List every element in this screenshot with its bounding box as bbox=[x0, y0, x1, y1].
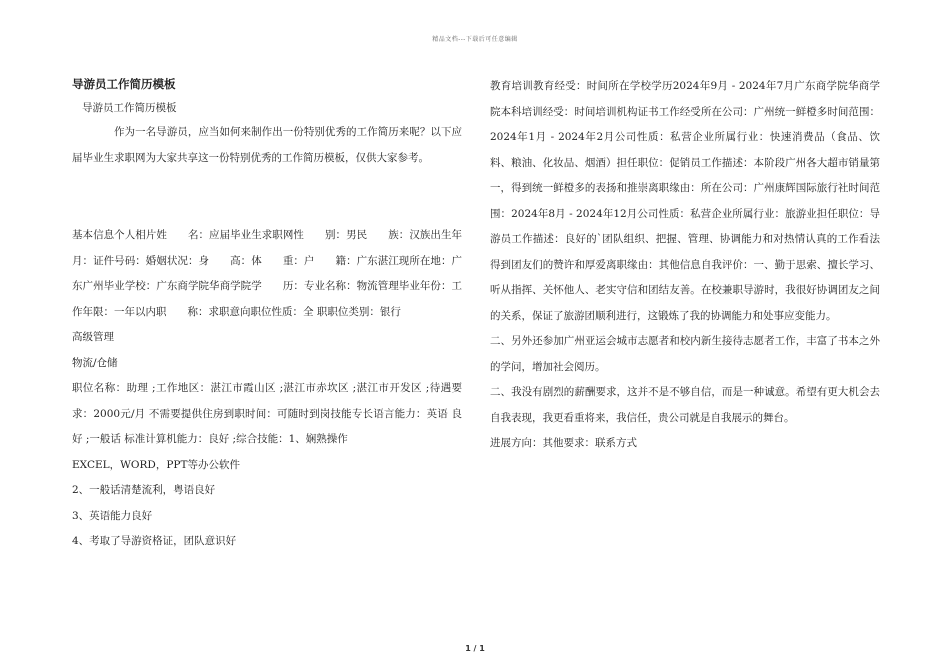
skill-mandarin: 2、一般话清楚流利，粤语良好 bbox=[72, 484, 216, 496]
skill-english: 3、英语能力良好 bbox=[72, 509, 153, 522]
job-category-logistics: 物流/仓储 bbox=[72, 356, 118, 369]
left-column bbox=[72, 74, 462, 555]
intro-paragraph: 作为一名导游员，应当如何来制作出一份特别优秀的工作简历来呢？以下应届毕业生求职网为大家共享这一份特别优秀的工作简历模板，仅供大家参考。 bbox=[72, 126, 462, 164]
skill-certificate: 4、考取了导游资格证，团队意识好 bbox=[72, 535, 237, 547]
page-header-note: 精品文档---下载后可任意编辑 bbox=[432, 36, 518, 43]
contact-line: 进展方向：其他要求：联系方式 bbox=[490, 437, 637, 449]
spacer bbox=[72, 171, 462, 223]
job-category-management: 高级管理 bbox=[72, 331, 114, 343]
education-work-paragraph: 教育培训教育经受：时间所在学校学历2024年9月 - 2024年7月广东商学院华商学院本科培训经受：时间培训机构证书工作经受所在公司：广州统一鲜橙多时间范围：2024年1月 - 2024年2月公司性质：私营企业所属行业：快速消费品（食品、饮料、粮油、化妆品、烟酒）担任职位：促销员工作描述：本阶段广州各大超市销量第一，得到统一鲜橙多的表扬和推崇离职缘由：所在公司：广州康辉国际旅行社时间范围：2024年8月 - 2024年12月公司性质：私营企业所属行业：旅游业担任职位：导游员工作描述：良好的`团队组织、把握、管理、协调能力和对热情认真的工作看法得到团友们的赞许和厚爱离职缘由：其他信息自我评价：一、勤于思索、擅长学习、听从指挥、关怀他人、老实守信和团结友善。在校兼职导游时，我很好协调团友之间的关系，保证了旅游团顺利进行，这锻炼了我的协调能力和处事应变能力。 bbox=[490, 80, 880, 322]
right-column bbox=[490, 74, 880, 457]
basic-info-paragraph: 基本信息个人相片姓 名：应届毕业生求职网性 别：男民 族：汉族出生年月：证件号码：婚姻状况：身 高：体 重：户 籍：广东湛江现所在地：广东广州毕业学校：广东商学院华商学院学 历：专业名称：物流管理毕业年份：工作年限：一年以内职 称：求职意向职位性质：全 职职位类别：银行 bbox=[72, 229, 462, 318]
salary-paragraph: 二、我没有剧烈的薪酬要求，这并不是不够自信，而是一种诚意。希望有更大机会去自我表现，我更看重将来，我信任，贵公司就是自我展示的舞台。 bbox=[490, 386, 880, 424]
document-subtitle: 导游员工作简历模板 bbox=[82, 102, 177, 114]
skill-software: EXCEL，WORD，PPT等办公软件 bbox=[72, 458, 240, 471]
job-detail-paragraph: 职位名称：助理 ;工作地区：湛江市霞山区 ;湛江市赤坎区 ;湛江市开发区 ;待遇要求：2000元/月 不需要提供住房到职时间：可随时到岗技能专长语言能力：英语 良好 ;一般话 标准计算机能力：良好 ;综合技能：1、娴熟操作 bbox=[72, 382, 462, 445]
volunteer-paragraph: 二、另外还参加广州亚运会城市志愿者和校内新生接待志愿者工作，丰富了书本之外的学问，增加社会阅历。 bbox=[490, 335, 880, 373]
document-title: 导游员工作简历模板 bbox=[72, 77, 176, 91]
page-number: 1 / 1 bbox=[465, 644, 485, 653]
